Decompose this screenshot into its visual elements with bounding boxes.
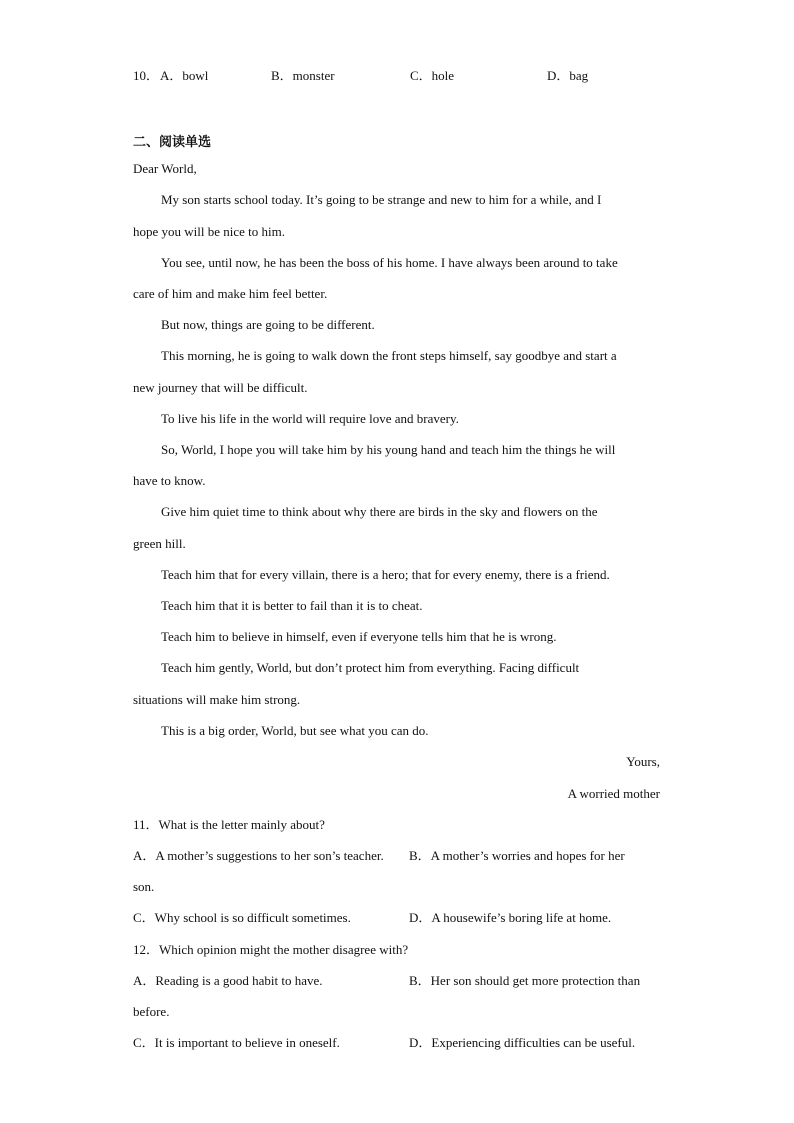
question-12-option-d: D．Experiencing difficulties can be useful. bbox=[409, 1035, 636, 1050]
letter-line: But now, things are going to be different. bbox=[161, 317, 375, 332]
question-10-option-c: C．hole bbox=[410, 68, 455, 83]
letter-signature: A worried mother bbox=[567, 786, 660, 801]
letter-line: Teach him to believe in himself, even if everyone tells him that he is wrong. bbox=[161, 629, 557, 644]
question-10-option-d: D．bag bbox=[547, 68, 589, 83]
letter-line: So, World, I hope you will take him by his young hand and teach him the things he will bbox=[161, 442, 616, 457]
letter-line: care of him and make him feel better. bbox=[133, 286, 328, 301]
question-11-stem: 11．What is the letter mainly about? bbox=[133, 817, 325, 832]
letter-line: have to know. bbox=[133, 473, 206, 488]
question-12-stem: 12．Which opinion might the mother disagree with? bbox=[133, 942, 409, 957]
letter-line: This is a big order, World, but see what you can do. bbox=[161, 723, 429, 738]
question-12-option-c: C．It is important to believe in oneself. bbox=[133, 1035, 340, 1050]
question-12-option-b-continued: before. bbox=[133, 1004, 170, 1019]
question-11-option-d: D．A housewife’s boring life at home. bbox=[409, 910, 612, 925]
question-11-option-a: A．A mother’s suggestions to her son’s teacher. bbox=[133, 848, 384, 863]
letter-closing: Yours, bbox=[626, 754, 660, 769]
question-11-option-b-continued: son. bbox=[133, 879, 155, 894]
letter-salutation: Dear World, bbox=[133, 161, 197, 176]
letter-line: My son starts school today. It’s going to be strange and new to him for a while, and I bbox=[161, 192, 602, 207]
question-11-option-c: C．Why school is so difficult sometimes. bbox=[133, 910, 351, 925]
letter-line: Teach him that for every villain, there is a hero; that for every enemy, there is a friend. bbox=[161, 567, 610, 582]
question-11-option-b: B．A mother’s worries and hopes for her bbox=[409, 848, 625, 863]
letter-line: hope you will be nice to him. bbox=[133, 224, 286, 239]
section-heading: 二、阅读单选 bbox=[133, 135, 212, 150]
question-10-option-b: B．monster bbox=[271, 68, 335, 83]
question-12-option-a: A．Reading is a good habit to have. bbox=[133, 973, 323, 988]
question-12-option-b: B．Her son should get more protection than bbox=[409, 973, 641, 988]
letter-line: You see, until now, he has been the boss of his home. I have always been around to take bbox=[161, 255, 618, 270]
question-10-number: 10． bbox=[133, 68, 160, 83]
question-10-option-a: A．bowl bbox=[160, 68, 209, 83]
letter-line: This morning, he is going to walk down the front steps himself, say goodbye and start a bbox=[161, 348, 617, 363]
letter-line: green hill. bbox=[133, 536, 186, 551]
letter-line: To live his life in the world will require love and bravery. bbox=[161, 411, 459, 426]
question-10-row bbox=[133, 68, 653, 84]
letter-line: Teach him gently, World, but don’t protect him from everything. Facing difficult bbox=[161, 660, 580, 675]
letter-line: Teach him that it is better to fail than it is to cheat. bbox=[161, 598, 423, 613]
letter-line: situations will make him strong. bbox=[133, 692, 301, 707]
letter-line: new journey that will be difficult. bbox=[133, 380, 308, 395]
letter-line: Give him quiet time to think about why there are birds in the sky and flowers on the bbox=[161, 504, 598, 519]
